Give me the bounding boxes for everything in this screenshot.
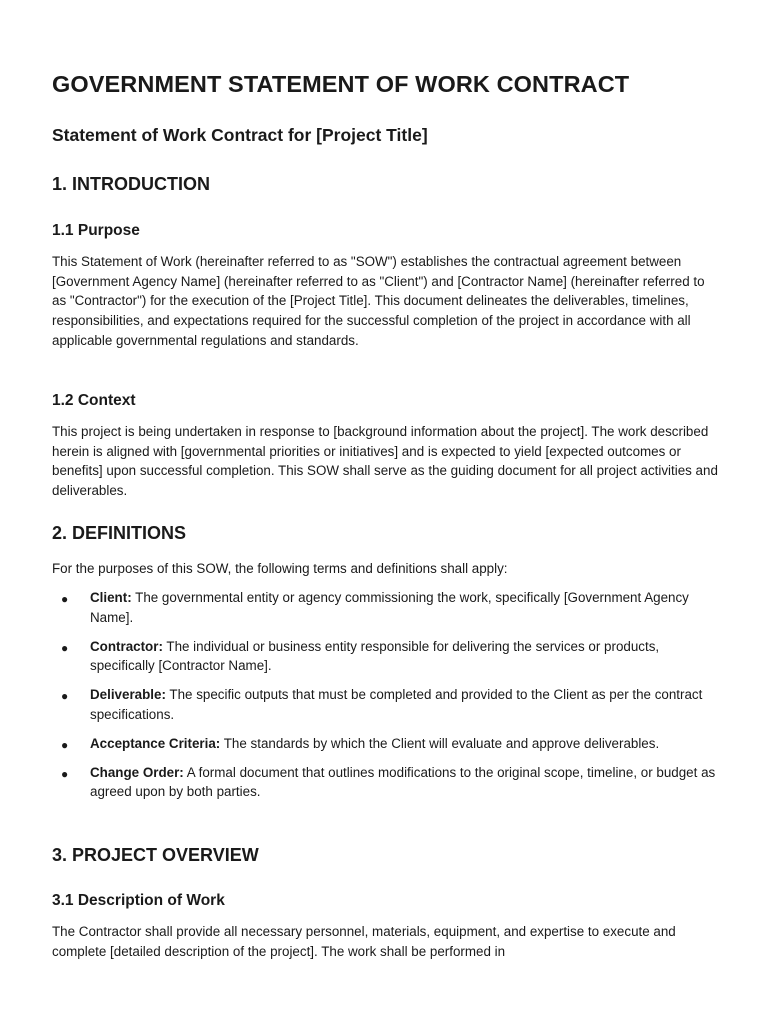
bullet-icon: ● [61,737,69,752]
description-paragraph: The Contractor shall provide all necessary personnel, materials, equipment, and expertise to execute and complete [detailed description of the project]. The work shall be performed in [52,924,676,959]
document-title: GOVERNMENT STATEMENT OF WORK CONTRACT [52,71,630,97]
definition-text: The standards by which the Client will evaluate and approve deliverables. [220,735,660,751]
bullet-icon: ● [61,766,69,781]
subsection-heading-description-of-work: 3.1 Description of Work [52,892,225,909]
definition-text: A formal document that outlines modifications to the original scope, timeline, or budget as agreed upon by both parties. [90,764,716,799]
list-item [52,637,722,676]
definition-text: The governmental entity or agency commissioning the work, specifically [Government Agency Name]. [90,590,689,625]
section-heading-introduction: 1. INTRODUCTION [52,174,211,194]
bullet-icon: ● [61,592,69,606]
subsection-heading-purpose: 1.1 Purpose [52,222,140,239]
document-subtitle: Statement of Work Contract for [Project Title] [52,125,428,145]
section-heading-project-overview: 3. PROJECT OVERVIEW [52,845,259,865]
definition-term: Acceptance Criteria: [90,735,221,751]
list-item [52,763,722,802]
section-heading-definitions: 2. DEFINITIONS [52,523,187,543]
context-paragraph: This project is being undertaken in response to [background information about the project]. The work described herein is aligned with [governmental priorities or initiatives] and is expected to yield [expected outcomes or benefits] upon successful completion. This SOW shall serve as the guiding document for all project activities and deliverables. [52,424,718,499]
definition-text: The specific outputs that must be completed and provided to the Client as per the contract specifications. [90,687,703,722]
subsection-heading-context: 1.2 Context [52,392,136,409]
purpose-paragraph: This Statement of Work (hereinafter referred to as "SOW") establishes the contractual agreement between [Government Agency Name] (hereinafter referred to as "Client") and [Contractor Name] (hereinafter referred to as "Contractor") for the execution of the [Project Title]. This document delineates the deliverables, timelines, responsibilities, and expectations required for the successful completion of the project in accordance with all applicable governmental regulations and standards. [52,254,705,348]
definition-term: Deliverable: [90,687,166,702]
definition-text: The individual or business entity responsible for delivering the services or products, specifically [Contractor Name]. [90,638,660,673]
definitions-intro: For the purposes of this SOW, the following terms and definitions shall apply: [52,561,508,576]
definition-term: Change Order: [90,764,184,780]
definition-term: Client: [90,590,132,605]
bullet-icon: ● [61,640,69,655]
bullet-icon: ● [61,689,69,703]
list-item [52,588,722,627]
definitions-list [52,588,722,811]
list-item [52,734,722,754]
list-item [52,685,722,724]
definition-term: Contractor: [90,638,163,654]
